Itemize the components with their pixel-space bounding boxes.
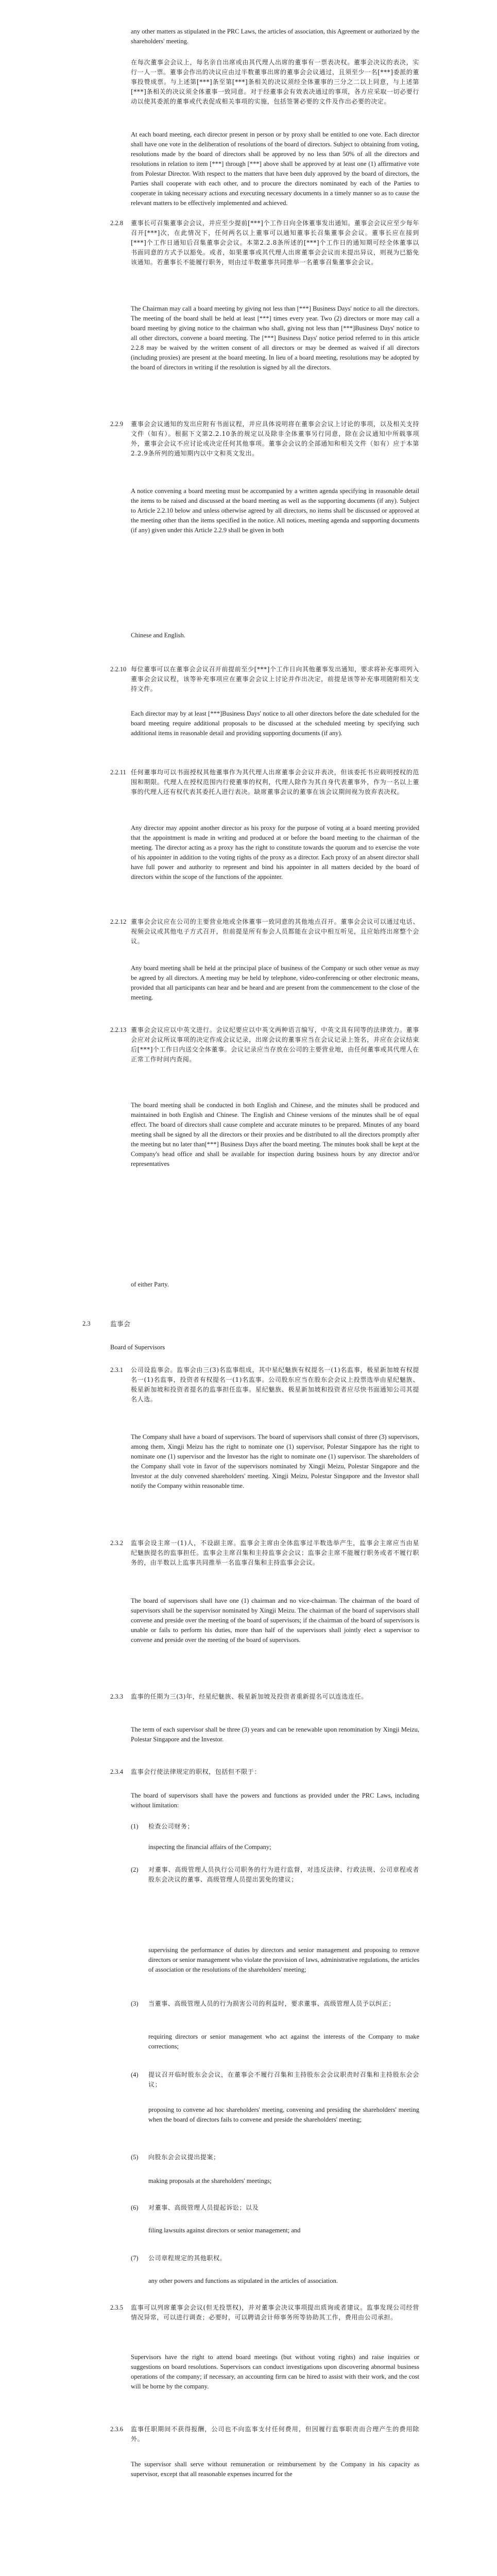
list-item-cn: 当董事、高级管理人员的行为损害公司的利益时，要求董事、高级管理人员予以纠正； (148, 2000, 395, 2007)
chinese-english-continuation: Chinese and English. (131, 632, 185, 639)
clause-number: 2.2.13 (110, 1026, 127, 1033)
clause-number: 2.3.2 (110, 1539, 123, 1547)
section-title-en: Board of Supervisors (110, 1344, 165, 1351)
list-item-number: (4) (131, 2071, 139, 2078)
clause-2-2-9-en: A notice convening a board meeting must be accompanied by a written agenda specifying in reasonable detail the items to be raised and discussed at the board meeting as well as the supporting documents (if any). Subject to Article 2.2.10 below and unless otherwise agreed by all directors, no items shall be discussed or approved at the meeting other than the items specified in the notice. All notices, meeting agenda and supporting documents (if any) given under this Article 2.2.9 shall be given in both (131, 487, 419, 534)
clause-2-3-2-cn: 监事会设主席一(1)人，不设副主席。监事会主席由全体监事过半数选举产生，监事会主席应当由星纪魅族提名的监事担任。监事会主席召集和主持监事会会议；监事会主席不能履行职务或者不履行职务的，由半数以上监事共同推举一名监事召集和主持监事会会议。 (131, 1539, 419, 1566)
clause-2-2-11-cn: 任何董事均可以书面授权其他董事作为其代理人出席董事会会议并表决，但该委托书应载明授权的范围和期限。代理人在授权范围内行使董事的权利，代理人除作为其自身代表董事外，作为一名以上董事的代理人还有权代表其委托人进行表决。缺席董事会议的董事在该会议期间视为放弃表决权。 (131, 769, 419, 795)
clause-2-3-1-cn: 公司设监事会。监事会由三(3)名监事组成，其中星纪魅族有权提名一(1)名监事，极星新加坡有权提名一(1)名监事，投资者有权提名一(1)名监事。公司股东应当在股东会会议上投票选举由星纪魅族、极星新加坡和投资者提名的监事担任监事。星纪魅族、极星新加坡和投资者应尽快书面通知公司其提名人选。 (131, 1366, 419, 1403)
clause-2-3-5-en: Supervisors have the right to attend board meetings (but without voting rights) and raise inquiries or suggestions on board resolutions. Supervisors can conduct investigations upon discovering abnormal business operations of the company; if necessary, an accounting firm can be hired to assist with their work, and the cost will be borne by the company. (131, 2353, 419, 2390)
clause-2-3-4-en: The board of supervisors shall have the powers and functions as provided under the PRC Laws, including without limitation: (131, 1792, 419, 1809)
list-item-en: supervising the performance of duties by directors and senior management and proposing to remove directors or senior management who violate the provision of laws, administrative regulations, the articles of association or the resolutions of the shareholders' meeting; (148, 1946, 419, 1973)
clause-2-3-2-en: The board of supervisors shall have one (1) chairman and no vice-chairman. The chairman of the board of supervisors shall be the supervisor nominated by Xingji Meizu. The chairman of the board of supervisors shall convene and preside over the meeting of the board of supervisors; if the chairman of the board of supervisors is unable or fails to perform his duties, more than half of the supervisors shall jointly elect a supervisor to convene and preside over the meeting of the board of supervisors. (131, 1597, 419, 1643)
list-item-en: requiring directors or senior management who act against the interests of the Company to make corrections; (148, 2033, 419, 2050)
clause-2-3-4-cn: 监事会行使法律规定的职权，包括但不限于： (131, 1768, 261, 1775)
voting-paragraph-cn: 在每次董事会会议上，每名亲自出席或由其代理人出席的董事有一票表决权。董事会决议的表决，实行一人一票。董事会作出的决议应由过半数董事出席的董事会会议通过，且须至少一名[***]委派的董事投赞成票。与上述第[***]条至第[***]条相关的决议须经全体董事的三分之二以上同意，与上述第[***]条相关的决议须全体董事一致同意。对于经董事会有效表决通过的事项，各方应采取一切必要行动以使其委派的董事或代表促成相关事项的实施，包括签署必要的文件及作出必要的决定。 (131, 59, 419, 105)
clause-number: 2.3.6 (110, 2426, 123, 2433)
list-item-en: making proposals at the shareholders' meetings; (148, 2177, 272, 2184)
clause-2-3-3-en: The term of each supervisor shall be three (3) years and can be renewable upon renomination by Xingji Meizu, Polestar Singapore and the Investor. (131, 1726, 419, 1743)
clause-number: 2.3.4 (110, 1768, 123, 1775)
clause-2-2-12-en: Any board meeting shall be held at the principal place of business of the Company or such other venue as may be agreed by all directors. A meeting may be held by telephone, video-conferencing or other electronic means, provided that all participants can hear and be heard and are present from the commencement to the close of the meeting. (131, 964, 419, 1001)
clause-2-3-6-en: The supervisor shall serve without remuneration or reimbursement by the Company in his capacity as supervisor, except that all reasonable expenses incurred for the (131, 2461, 419, 2478)
list-item-number: (5) (131, 2154, 139, 2161)
clause-2-2-8-cn: 董事长可召集董事会会议，并应至少提前[***]个工作日向全体董事发出通知。董事会会议应至少每年召开[***]次，在此情况下，任何两名以上董事可以通知董事长召集董事会会议。董事长应在接到[***]个工作日通知后召集董事会会议。本第2.2.8条所述的[***]个工作日的通知期可经全体董事以书面同意的方式予以豁免。或者，如果董事或其代理人出席董事会会议而未提出异议，则视为已豁免该通知。若董事长不能履行职务，则由过半数董事共同推举一名董事召集董事会会议。 (131, 219, 419, 266)
list-item-cn: 提议召开临时股东会会议，在董事会不履行召集和主持股东会会议职责时召集和主持股东会会议； (148, 2071, 419, 2088)
list-item-cn: 公司章程规定的其他职权。 (148, 2255, 227, 2262)
clause-number: 2.2.12 (110, 918, 127, 925)
list-item-en: inspecting the financial affairs of the Company; (148, 1843, 271, 1851)
list-item-number: (1) (131, 1823, 139, 1830)
continuation-en: any other matters as stipulated in the PRC Laws, the articles of association, this Agreement or authorized by the shareholders' meeting. (131, 28, 419, 45)
clause-number: 2.2.8 (110, 219, 123, 227)
clause-2-2-8-en: The Chairman may call a board meeting by giving not less than [***] Business Days' notice to all the directors. The meeting of the board shall be held at least [***] times every year. Two (2) directors or more may call a board meeting by giving notice to the chairman who shall, giving not less than [***]Business Days' notice to all other directors, convene a board meeting. The [***] Business Days' notice period referred to in this article 2.2.8 may be waived by the written consent of all directors or may be deemed as waived if all directors (including proxies) are present at the board meeting. In lieu of a board meeting, resolutions may be adopted by the board of directors in writing if the resolution is signed by all the directors. (131, 305, 419, 371)
list-item-number: (7) (131, 2255, 139, 2262)
clause-number: 2.3.3 (110, 1693, 123, 1700)
clause-number: 2.3.5 (110, 2304, 123, 2311)
clause-2-3-6-cn: 监事任职期间不获得报酬，公司也不向监事支付任何费用，但因履行监事职责而合理产生的费用除外。 (131, 2426, 419, 2443)
list-item-number: (3) (131, 2000, 139, 2007)
list-item-cn: 检查公司财务； (148, 1823, 194, 1830)
list-item-cn: 对董事、高级管理人员提起诉讼；以及 (148, 2204, 259, 2211)
list-item-cn: 对董事、高级管理人员执行公司职务的行为进行监督，对违反法律、行政法规、公司章程或者股东会决议的董事、高级管理人员提出罢免的建议； (148, 1866, 419, 1883)
list-item-number: (2) (131, 1866, 139, 1873)
clause-2-2-13-cn: 董事会会议应以中英文进行。会议纪要应以中英文两种语言编写，中英文具有同等的法律效力。董事会应对会议所议事项的决定作成会议记录，出席会议的董事应当在会议记录上签名，并应在会议结束后[***]个工作日内送交全体董事。会议记录应当存放在公司的主要营业地，由任何董事或其代理人在正常工作时间内查阅。 (131, 1026, 419, 1063)
either-party-continuation: of either Party. (131, 1281, 169, 1288)
clause-number: 2.3.1 (110, 1366, 123, 1374)
clause-2-2-10-cn: 每位董事可以在董事会会议召开前提前至少[***]个工作日向其他董事发出通知，要求将补充事项列入董事会会议议程，该等补充事项应在董事会会议上讨论并作出决定，前提是该等补充事项随附相关支持文件。 (131, 666, 419, 692)
clause-2-2-13-en: The board meeting shall be conducted in both English and Chinese, and the minutes shall be produced and maintained in both English and Chinese. The English and Chinese versions of the minutes shall be of equal effect. The board of directors shall cause complete and accurate minutes to be prepared. Minutes of any board meeting shall be signed by all the directors or their proxies and be distributed to all the directors promptly after the meeting but no later than[***] Business Days after the board meeting. The minutes book shall be kept at the Company's head office and shall be available for inspection during business hours by any director and/or representatives (131, 1101, 419, 1167)
list-item-en: any other powers and functions as stipulated in the articles of association. (148, 2277, 338, 2284)
clause-2-2-10-en: Each director may by at least [***]Business Days' notice to all other directors before the date scheduled for the board meeting require additional proposals to be discussed at the scheduled meeting by specifying such additional items in reasonable detail and providing supporting documents (if any). (131, 710, 419, 737)
clause-2-3-1-en: The Company shall have a board of supervisors. The board of supervisors shall consist of three (3) supervisors, among them, Xingji Meizu has the right to nominate one (1) supervisor, Polestar Singapore has the right to nominate one (1) supervisor and the Investor has the right to nominate one (1) supervisor. The shareholders of the Company shall vote in favor of the supervisors nominated by Xingji Meizu, Polestar Singapore and the Investor at the duly convened shareholders' meeting. Xingji Meizu, Polestar Singapore and the Investor shall notify the Company within reasonable time. (131, 1433, 419, 1489)
voting-paragraph-en: At each board meeting, each director present in person or by proxy shall be entitled to one vote. Each director shall have one vote in the deliberation of resolutions of the board of directors. Subject to obtaining from voting, resolutions made by the board of directors shall be approved by no less than 50% of all the directors and resolutions in relation to item [***] through [***] above shall be approved by at least one (1) affirmative vote from Polestar Director. With respect to the matters that have been duly approved by the board of directors, the Parties shall cooperate with each other, and to procure the directors nominated by each of the Parties to cooperate in taking necessary actions and executing necessary documents in a timely manner so as to cause the relevant matters to be effectively implemented and achieved. (131, 131, 419, 207)
clause-2-2-11-en: Any director may appoint another director as his proxy for the purpose of voting at a board meeting provided that the appointment is made in writing and produced at or before the board meeting to the chairman of the meeting. The director acting as a proxy has the right to constitute towards the quorum and to exercise the vote of his appointer in addition to the voting rights of the proxy as a director. Each proxy of an absent director shall have full power and authority to represent and bind his appointer in all matters decided by the board of directors within the scope of the functions of the appointer. (131, 824, 419, 880)
clause-number: 2.2.10 (110, 666, 127, 673)
clause-2-2-12-cn: 董事会会议应在公司的主要营业地或全体董事一致同意的其他地点召开。董事会会议可以通过电话、视频会议或其他电子方式召开，但前提是所有参会人员都能在会议中相互听见，且应始终出席整个会议。 (131, 918, 419, 945)
clause-2-3-5-cn: 监事可以列席董事会会议(但无投票权)，并对董事会决议事项提出质询或者建议。监事发现公司经营情况异常，可以进行调查；必要时，可以聘请会计师事务所等协助其工作，费用由公司承担。 (131, 2304, 419, 2321)
section-number: 2.3 (82, 1320, 91, 1327)
clause-2-3-3-cn: 监事的任期为三(3)年，经星纪魅族、极星新加坡及投资者重新提名可以连选连任。 (131, 1693, 368, 1700)
list-item-en: proposing to convene ad hoc shareholders' meeting, convening and presiding the shareholders' meeting when the board of directors fails to convene and preside the shareholders' meeting; (148, 2106, 419, 2123)
list-item-en: filing lawsuits against directors or senior management; and (148, 2227, 301, 2234)
clause-2-2-9-cn: 董事会会议通知的发出应附有书面议程，并应具体说明将在董事会会议上讨论的事项，以及相关支持文件（如有）。根据下文第2.2.10条的规定以及除非全体董事另行同意，除在会议通知中所载事项外，董事会会议不应讨论或决定任何其他事项。董事会会议的全部通知和相关文件（如有）应于本第2.2.9条所列的通知期内以中文和英文发出。 (131, 420, 419, 457)
section-title-cn: 监事会 (110, 1320, 131, 1328)
list-item-cn: 向股东会会议提出提案； (148, 2154, 220, 2161)
clause-number: 2.2.11 (110, 769, 126, 776)
clause-number: 2.2.9 (110, 420, 123, 428)
list-item-number: (6) (131, 2204, 139, 2211)
